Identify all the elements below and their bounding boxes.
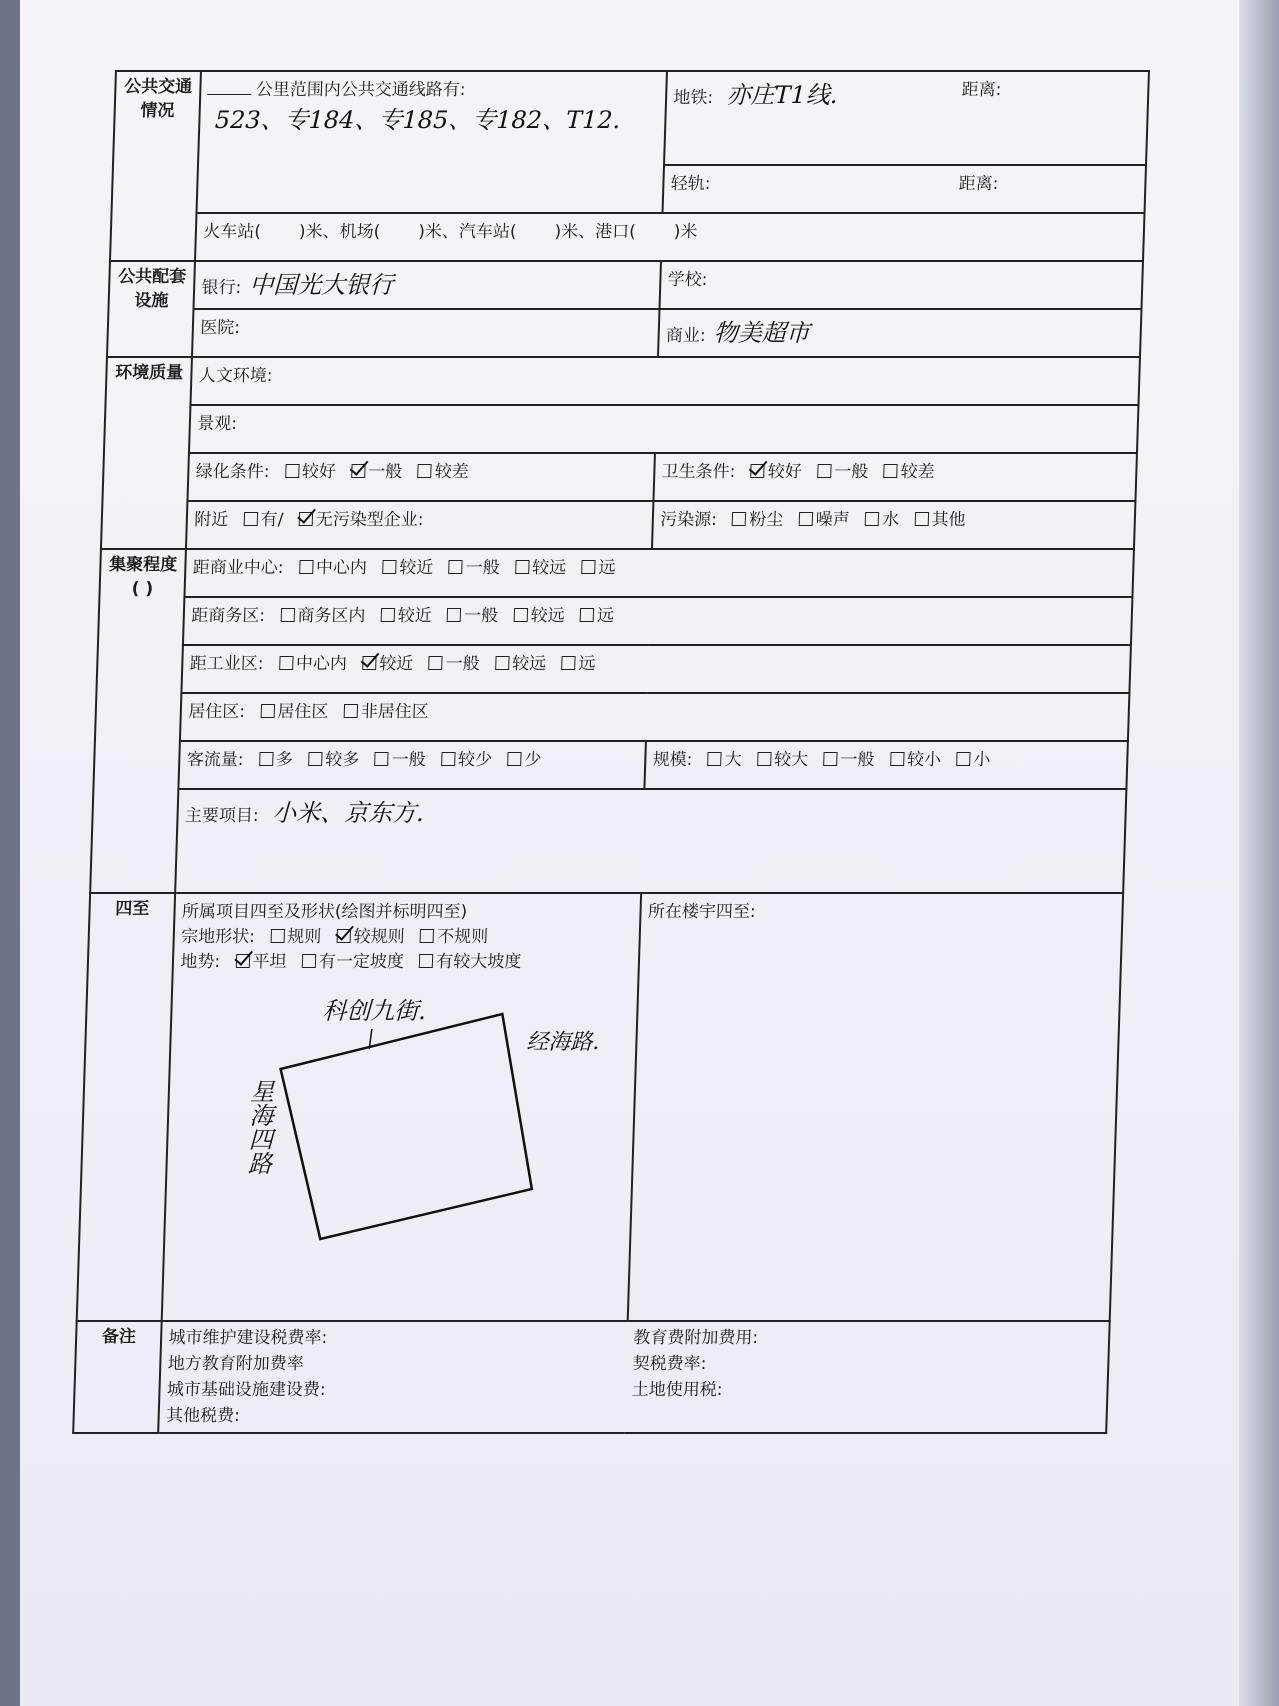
- paper-edge: [1239, 0, 1279, 1706]
- bz-farish-checkbox[interactable]: [513, 608, 527, 622]
- building-boundary-label: 所在楼宇四至:: [647, 902, 756, 922]
- traffic-few-label: 少: [524, 750, 542, 770]
- traffic-many-label: 多: [275, 750, 294, 770]
- bz-near-label: 较近: [397, 606, 433, 626]
- scale-label: 规模:: [652, 750, 693, 770]
- other-label: 其他: [931, 510, 966, 530]
- nearby-label: 附近: [193, 510, 229, 530]
- shape-regular-label: 规则: [286, 927, 322, 947]
- scale-smaller-label: 较小: [906, 750, 942, 770]
- bus-value[interactable]: 523、专184、专185、专182、T12.: [214, 106, 621, 134]
- site-outline: [276, 1014, 538, 1239]
- ind-far-label: 远: [578, 654, 596, 674]
- sanitation-poor-label: 较差: [900, 462, 935, 482]
- traffic-few-checkbox[interactable]: [507, 752, 521, 766]
- scale-bigger-checkbox[interactable]: [757, 752, 771, 766]
- terrain-label: 地势:: [180, 952, 221, 972]
- cc-farish-checkbox[interactable]: [515, 560, 529, 574]
- res-out-label: 非居住区: [360, 702, 430, 722]
- ind-near-checkbox[interactable]: [362, 656, 376, 670]
- bz-farish-label: 较远: [530, 606, 565, 626]
- res-in-label: 居住区: [277, 702, 329, 722]
- cc-near-label: 较近: [398, 558, 434, 578]
- sanitation-normal-checkbox[interactable]: [817, 464, 831, 478]
- shape-irregular-checkbox[interactable]: [420, 929, 434, 943]
- subway-value[interactable]: 亦庄T1线.: [726, 81, 839, 109]
- section-agglomeration-title: 集聚程度: [108, 555, 178, 575]
- traffic-normal-checkbox[interactable]: [374, 752, 388, 766]
- train-label: 火车站: [203, 222, 255, 242]
- ind-farish-checkbox[interactable]: [495, 656, 509, 670]
- west-road-label: 星海四路: [243, 1079, 275, 1175]
- traffic-normal-label: 一般: [391, 750, 426, 770]
- green-label: 绿化条件:: [195, 462, 270, 482]
- cc-center-label: 中心内: [315, 558, 368, 578]
- section-notes: 备注: [73, 1321, 162, 1433]
- sanitation-good-checkbox[interactable]: [751, 464, 765, 478]
- commerce-center-label: 距商业中心:: [192, 558, 284, 578]
- green-normal-label: 一般: [368, 462, 403, 482]
- other-tax-label: 其他税费:: [165, 1406, 241, 1426]
- ind-center-checkbox[interactable]: [279, 656, 293, 670]
- sanitation-normal-label: 一般: [833, 462, 869, 482]
- business-label: 距商务区:: [190, 606, 266, 626]
- sanitation-good-label: 较好: [767, 462, 803, 482]
- land-tax-label: 土地使用税:: [631, 1380, 723, 1400]
- terrain-big-slope-checkbox[interactable]: [419, 954, 433, 968]
- traffic-more-label: 较多: [324, 750, 360, 770]
- deed-tax-label: 契税费率:: [632, 1354, 707, 1374]
- busstation-label: 米、汽车站: [424, 222, 511, 242]
- local-edu-label: 地方教育附加费率: [167, 1354, 305, 1374]
- terrain-flat-checkbox[interactable]: [235, 954, 249, 968]
- traffic-many-checkbox[interactable]: [259, 752, 273, 766]
- bz-normal-checkbox[interactable]: [447, 608, 461, 622]
- section-transport: 公共交通情况: [110, 71, 201, 261]
- commerce-value[interactable]: 物美超市: [713, 319, 811, 347]
- scale-bigger-label: 较大: [773, 750, 809, 770]
- other-checkbox[interactable]: [914, 512, 928, 526]
- pollution-label: 污染源:: [659, 510, 718, 530]
- cc-far-label: 远: [598, 558, 616, 578]
- main-project-label: 主要项目:: [184, 806, 260, 826]
- green-poor-label: 较差: [434, 462, 470, 482]
- nearby-has-label: 有/: [260, 510, 284, 530]
- terrain-slope-label: 有一定坡度: [318, 952, 405, 972]
- dust-checkbox[interactable]: [732, 512, 746, 526]
- infra-fee-label: 城市基础设施建设费:: [166, 1380, 326, 1400]
- nearby-none-checkbox[interactable]: [299, 512, 313, 526]
- water-checkbox[interactable]: [865, 512, 879, 526]
- unit-label: 米: [680, 222, 698, 242]
- bz-far-label: 远: [596, 606, 615, 626]
- site-sketch: [174, 989, 643, 1289]
- residential-label: 居住区:: [187, 702, 246, 722]
- section-environment: 环境质量: [101, 357, 192, 549]
- cc-normal-label: 一般: [465, 558, 501, 578]
- project-boundary-label: 所属项目四至及形状(绘图并标明四至): [181, 902, 468, 922]
- distance-blank[interactable]: [208, 94, 252, 95]
- section-boundaries: 四至: [77, 893, 176, 1321]
- sanitation-label: 卫生条件:: [661, 462, 736, 482]
- res-in-checkbox[interactable]: [260, 704, 274, 718]
- traffic-label: 客流量:: [186, 750, 244, 770]
- bz-near-checkbox[interactable]: [381, 608, 395, 622]
- bz-in-label: 商务区内: [297, 606, 366, 626]
- shape-fairly-regular-label: 较规则: [353, 927, 406, 947]
- ind-near-label: 较近: [378, 654, 414, 674]
- bank-label: 银行:: [201, 278, 242, 298]
- subway-label: 地铁:: [673, 88, 714, 108]
- cc-normal-checkbox[interactable]: [449, 560, 463, 574]
- terrain-flat-label: 平坦: [252, 952, 287, 972]
- scale-normal-label: 一般: [840, 750, 875, 770]
- green-good-label: 较好: [301, 462, 337, 482]
- bz-normal-label: 一般: [463, 606, 499, 626]
- lightrail-distance-label: 距离:: [958, 174, 999, 194]
- culture-label: 人文环境:: [198, 366, 273, 386]
- shape-fairly-regular-checkbox[interactable]: [337, 929, 351, 943]
- section-facilities: 公共配套设施: [107, 261, 195, 357]
- nearby-has-checkbox[interactable]: [243, 512, 257, 526]
- port-label: 米、港口: [560, 222, 630, 242]
- section-agglomeration: [90, 549, 186, 893]
- scale-big-label: 大: [724, 750, 743, 770]
- cc-near-checkbox[interactable]: [382, 560, 396, 574]
- res-out-checkbox[interactable]: [344, 704, 358, 718]
- water-label: 水: [881, 510, 900, 530]
- sanitation-poor-checkbox[interactable]: [883, 464, 897, 478]
- scale-normal-checkbox[interactable]: [823, 752, 837, 766]
- nearby-none-label: 无污染型企业:: [315, 510, 424, 530]
- east-road-label: 经海路.: [526, 1030, 601, 1055]
- airport-label: 米、机场: [305, 222, 374, 242]
- section-agglomeration-paren: ( ): [131, 579, 154, 599]
- terrain-big-slope-label: 有较大坡度: [436, 952, 522, 972]
- city-tax-label: 城市维护建设税费率:: [168, 1328, 328, 1348]
- scale-smaller-checkbox[interactable]: [890, 752, 904, 766]
- scale-big-checkbox[interactable]: [708, 752, 722, 766]
- green-poor-checkbox[interactable]: [418, 464, 432, 478]
- ind-normal-checkbox[interactable]: [429, 656, 443, 670]
- ind-center-label: 中心内: [295, 654, 348, 674]
- bz-far-checkbox[interactable]: [580, 608, 594, 622]
- ind-far-checkbox[interactable]: [561, 656, 575, 670]
- commerce-label: 商业:: [665, 326, 707, 346]
- bz-in-checkbox[interactable]: [280, 608, 294, 622]
- edu-fee-label: 教育费附加费用:: [633, 1328, 759, 1348]
- subway-distance-label: 距离:: [961, 80, 1002, 100]
- cc-center-checkbox[interactable]: [299, 560, 313, 574]
- ind-farish-label: 较远: [511, 654, 547, 674]
- shape-regular-checkbox[interactable]: [270, 929, 284, 943]
- ind-normal-label: 一般: [445, 654, 481, 674]
- industry-label: 距工业区:: [189, 654, 264, 674]
- bus-label: 公里范围内公共交通线路有:: [255, 80, 466, 100]
- green-normal-checkbox[interactable]: [351, 464, 365, 478]
- noise-label: 噪声: [815, 510, 851, 530]
- main-project-value[interactable]: 小米、京东方.: [271, 799, 425, 827]
- hospital-label: 医院:: [199, 318, 241, 338]
- landscape-label: 景观:: [196, 414, 238, 434]
- scale-small-label: 小: [973, 750, 991, 770]
- cc-farish-label: 较远: [531, 558, 567, 578]
- north-road-label: 科创九街.: [322, 997, 427, 1025]
- dust-label: 粉尘: [748, 510, 784, 530]
- bank-value[interactable]: 中国光大银行: [248, 271, 394, 299]
- cc-far-checkbox[interactable]: [581, 560, 595, 574]
- school-label: 学校:: [667, 270, 708, 290]
- traffic-less-label: 较少: [457, 750, 493, 770]
- shape-irregular-label: 不规则: [436, 927, 489, 947]
- scale-small-checkbox[interactable]: [956, 752, 970, 766]
- survey-form: 公共交通情况 公里范围内公共交通线路有: 523、专184、专185、专182、T12. 地铁: 亦庄T1线. 距离: 轻轨: 距离: 火车站( )米、机场( )米、汽车站( )米、港口( )米 公共配套设施 银行: 中国光大银行 学校: 医院: 商业: 物美超市 环境质量 人文环境: 景观: 绿化条件: 较好 一般 较差 卫生条件: 较好 一般 较差 附近 有/ 无污染型企业: 污染源: 粉尘 噪声 水 其他 集聚程度 ( ) 距商业中心: 中心内 较近 一般 较远 远 距商务区: 商务区内 较近 一般 较远 远 距工业区: 中心内 较近 一般 较远 远 居住区: 居住区 非居住区 客流量: 多 较多 一般 较少 少 规模: 大 较大 一般 较小 小 主要项目: 小米、京东方. 四至 所属项目四至及形状(绘图并标明四至) 宗地形状: 规则 较规则 不规则 地势: 平坦 有一定坡度 有较大坡度 科创九街. 经海路. 星海四路 所在楼宇四至: 备注 城市维护建设税费率: 地方教育附加费率 城市基础设施建设费: 其他税费: 教育费附加费用: 契税费率: 土地使用税:: [72, 70, 1150, 1434]
- lightrail-label: 轻轨:: [670, 174, 711, 194]
- green-good-checkbox[interactable]: [285, 464, 299, 478]
- traffic-less-checkbox[interactable]: [441, 752, 455, 766]
- shape-label: 宗地形状:: [180, 927, 256, 947]
- noise-checkbox[interactable]: [799, 512, 813, 526]
- terrain-slope-checkbox[interactable]: [302, 954, 316, 968]
- traffic-more-checkbox[interactable]: [308, 752, 322, 766]
